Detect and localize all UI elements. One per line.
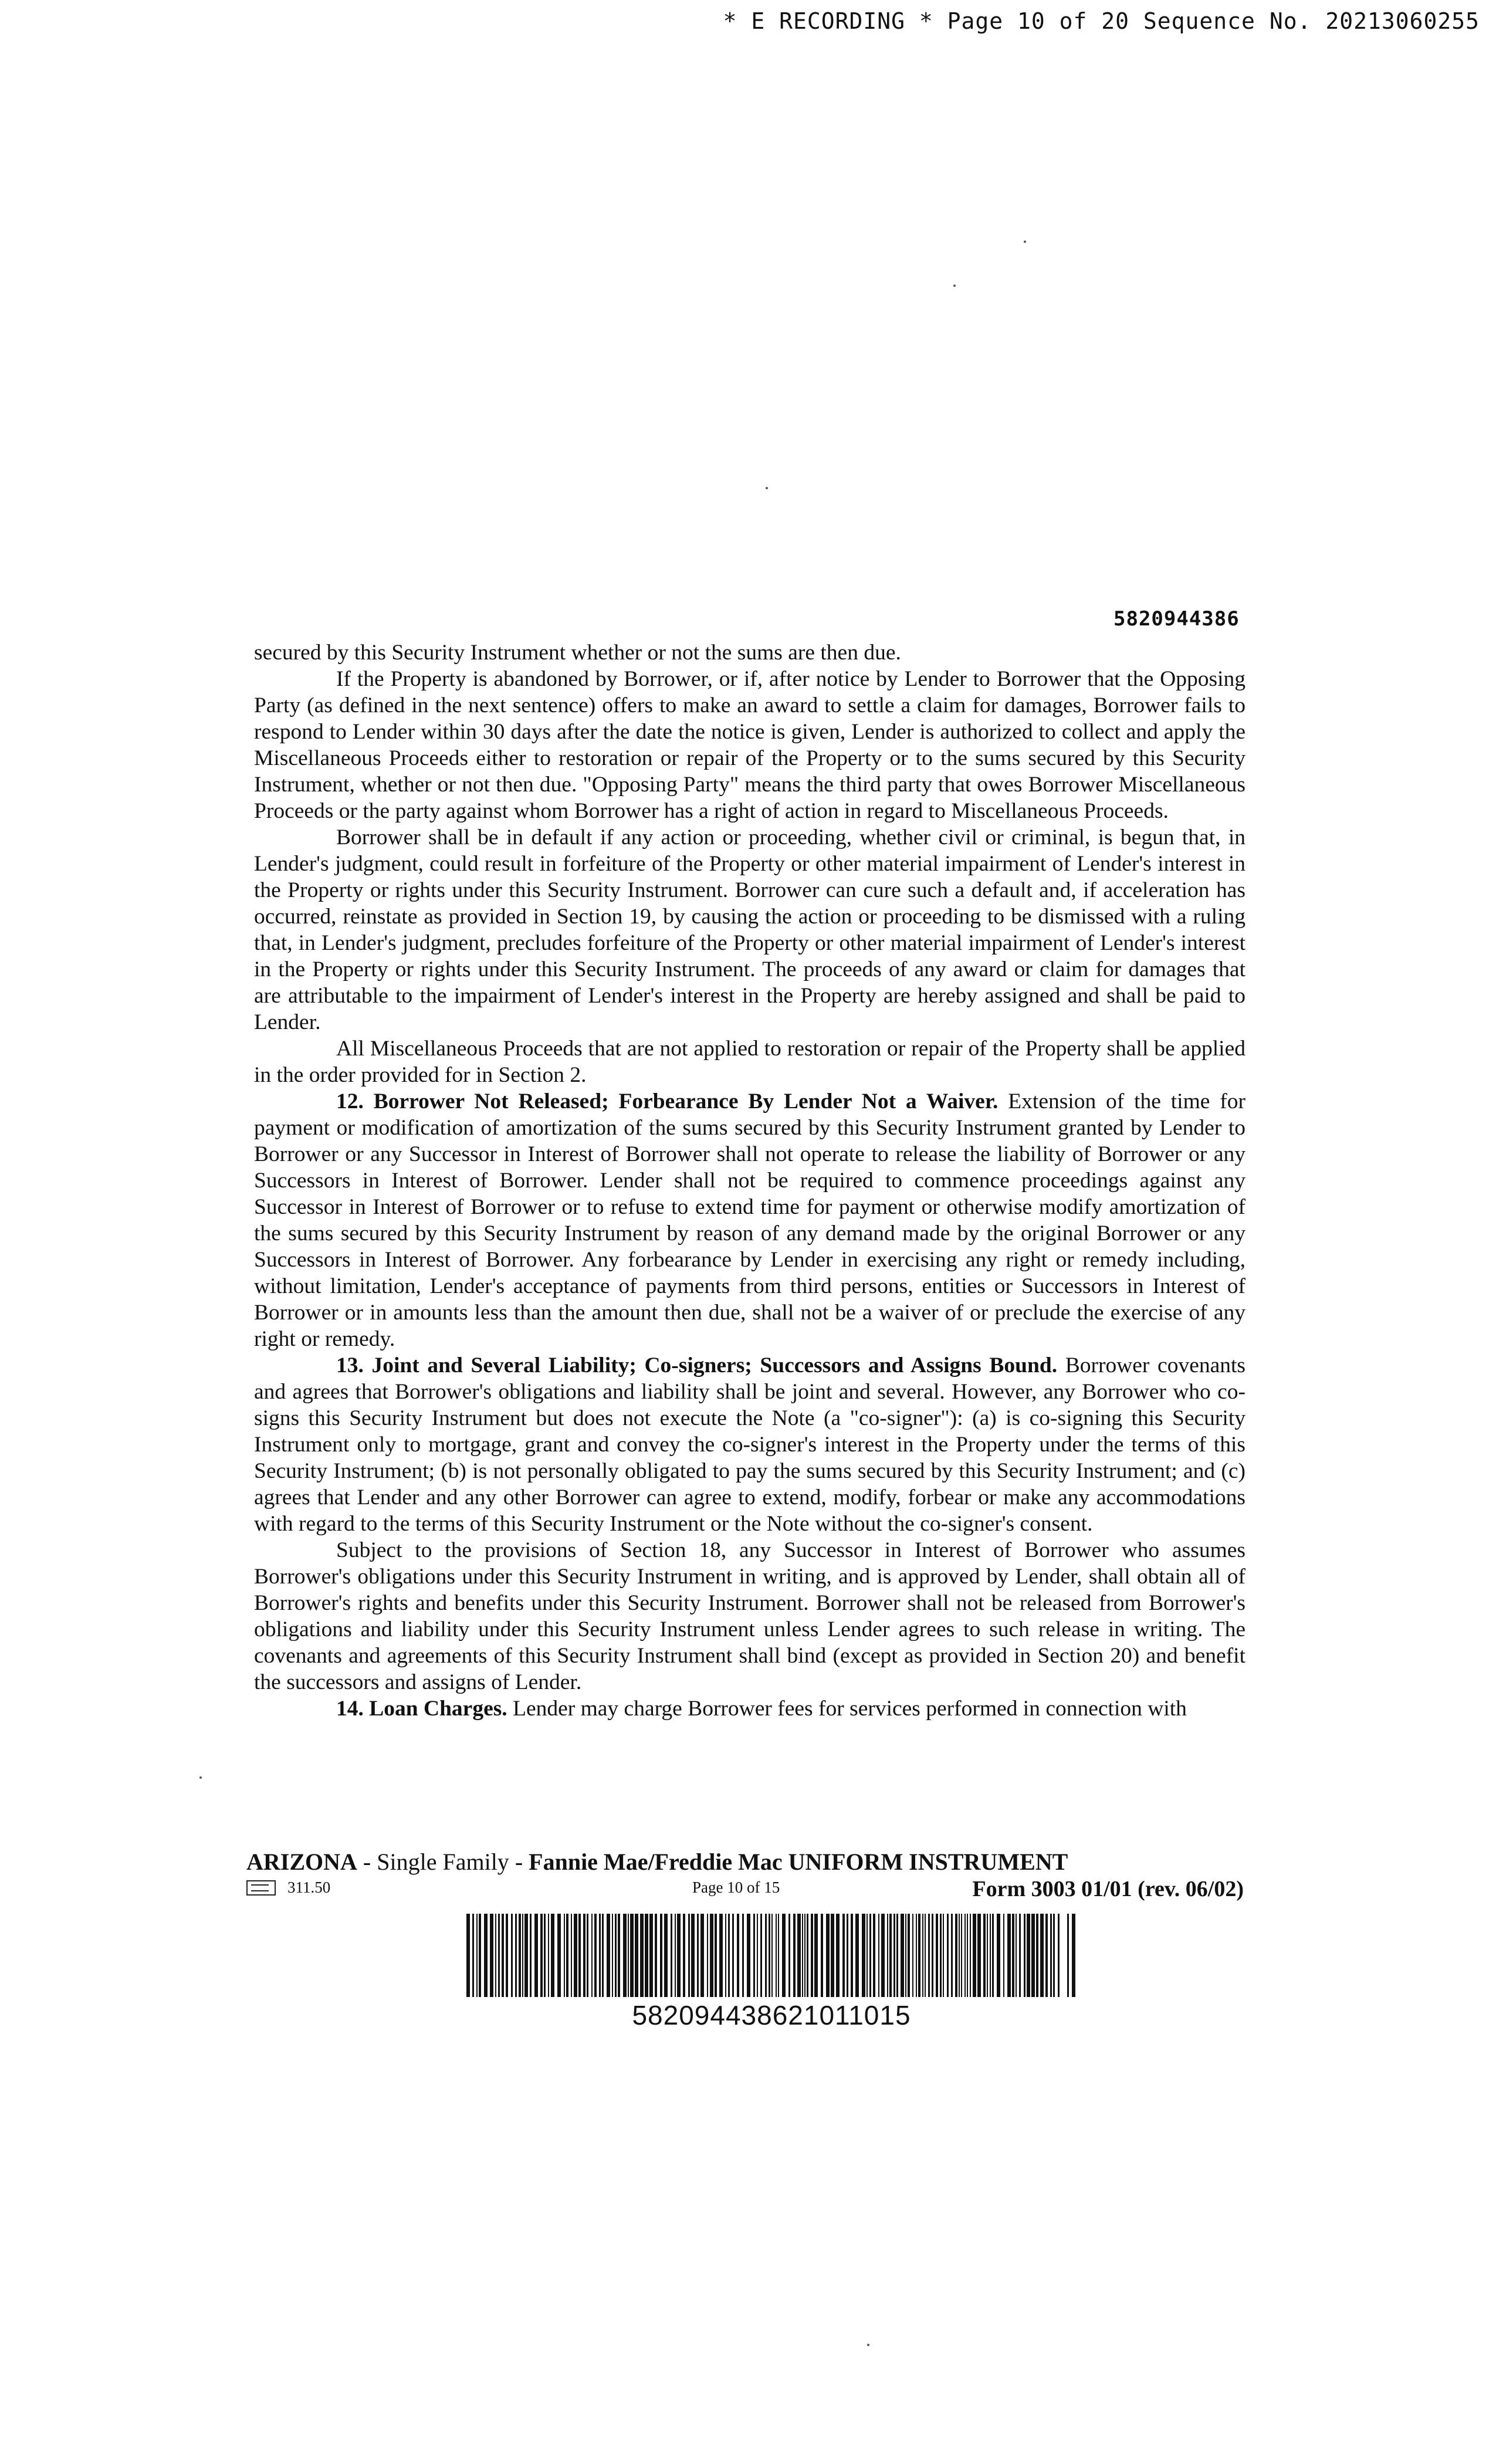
title-separator: - — [509, 1849, 529, 1875]
barcode-bar — [847, 1914, 848, 1997]
barcode-bar — [943, 1914, 944, 1997]
barcode-bar — [778, 1914, 779, 1997]
section-14 — [254, 1695, 1245, 1722]
barcode-bar — [851, 1914, 853, 1997]
barcode-bar — [534, 1914, 538, 1997]
barcode-bar — [804, 1914, 805, 1997]
barcode-bar — [881, 1914, 885, 1997]
barcode-bar — [776, 1914, 777, 1997]
barcode-bar — [760, 1914, 762, 1997]
barcode-bar — [737, 1914, 739, 1997]
barcode-bar — [987, 1914, 988, 1997]
barcode-bar — [788, 1914, 790, 1997]
barcode-bar — [635, 1914, 638, 1997]
barcode — [466, 1914, 1077, 1997]
form-footer — [246, 1876, 1244, 1905]
barcode-bar — [869, 1914, 871, 1997]
barcode-bar — [842, 1914, 845, 1997]
barcode-bar — [887, 1914, 888, 1997]
barcode-bar — [466, 1914, 470, 1997]
scan-speck — [1024, 241, 1026, 243]
barcode-bar — [587, 1914, 588, 1997]
barcode-bar — [936, 1914, 938, 1997]
barcode-bar — [765, 1914, 767, 1997]
barcode-bar — [645, 1914, 648, 1997]
barcode-bar — [893, 1914, 895, 1997]
barcode-bar — [583, 1914, 585, 1997]
barcode-bar — [697, 1914, 699, 1997]
barcode-bar — [997, 1914, 1000, 1997]
barcode-bar — [1003, 1914, 1004, 1997]
paragraph: Borrower shall be in default if any action or proceeding, whether civil or criminal, is begun that, in Lender's judgment, could result in forfeiture of the Property or other material impairment of Lender's interest in the Property or rights under this Security Instrument. Borrower can cure such a default and, if acceleration has occurred, reinstate as provided in Section 19, by causing the action or proceeding to be dismissed with a ruling that, in Lender's judgment, precludes forfeiture of the Property or other material impairment of Lender's interest in the Property or rights under this Security Instrument. The proceeds of any award or claim for damages that are attributable to the impairment of Lender's interest in the Property are hereby assigned and shall be paid to Lender. — [254, 825, 1245, 1034]
barcode-bar — [908, 1914, 910, 1997]
barcode-bar — [1045, 1914, 1048, 1997]
barcode-bar — [710, 1914, 713, 1997]
barcode-bar — [612, 1914, 613, 1997]
barcode-bar — [970, 1914, 971, 1997]
barcode-bar — [1053, 1914, 1055, 1997]
barcode-bar — [1040, 1914, 1044, 1997]
barcode-bar — [967, 1914, 968, 1997]
page-indicator: Page 10 of 15 — [692, 1879, 780, 1896]
barcode-bar — [1058, 1914, 1060, 1997]
barcode-bar — [1019, 1914, 1021, 1997]
barcode-bar — [855, 1914, 859, 1997]
barcode-number: 582094438621011015 — [632, 2000, 911, 2030]
barcode-bar — [719, 1914, 723, 1997]
barcode-bar — [591, 1914, 593, 1997]
barcode-bar — [511, 1914, 513, 1997]
barcode-bar — [688, 1914, 690, 1997]
barcode-bar — [725, 1914, 726, 1997]
barcode-bar — [540, 1914, 543, 1997]
barcode-bar — [700, 1914, 704, 1997]
barcode-bar — [618, 1914, 620, 1997]
barcode-bar — [515, 1914, 517, 1997]
barcode-bar — [940, 1914, 942, 1997]
barcode-bar — [862, 1914, 865, 1997]
barcode-bar — [905, 1914, 906, 1997]
barcode-bar — [1036, 1914, 1038, 1997]
barcode-bar — [564, 1914, 565, 1997]
barcode-bar — [747, 1914, 750, 1997]
barcode-bar — [1016, 1914, 1017, 1997]
barcode-bar — [660, 1914, 662, 1997]
paragraph: If the Property is abandoned by Borrower, or if, after notice by Lender to Borrower that the Opposing Party (as defined in the next sentence) offers to make an award to settle a claim for damages, Borrower fails to respond to Lender within 30 days after the date the notice is given, Lender is authorized to collect and apply the Miscellaneous Proceeds either to restoration or repair of the Property or to the sums secured by this Security Instrument, whether or not then due. "Opposing Party" means the third party that owes Borrower Miscellaneous Proceeds or the party against whom Borrower has a right of action in regard to Miscellaneous Proceeds. — [254, 667, 1245, 823]
section-12 — [254, 1088, 1245, 1352]
section-heading: 13. Joint and Several Liability; Co-signers; Successors and Assigns Bound. — [336, 1353, 1058, 1377]
barcode-bar — [607, 1914, 610, 1997]
barcode-bar — [831, 1914, 834, 1997]
document-body — [254, 639, 1245, 1722]
barcode-bar — [530, 1914, 532, 1997]
loan-number: 5820944386 — [1113, 607, 1240, 631]
barcode-bar — [947, 1914, 949, 1997]
barcode-bar — [640, 1914, 644, 1997]
barcode-bar — [683, 1914, 685, 1997]
barcode-bar — [742, 1914, 744, 1997]
barcode-bar — [715, 1914, 717, 1997]
barcode-bar — [1072, 1914, 1075, 1997]
barcode-bar — [691, 1914, 695, 1997]
form-code — [246, 1879, 330, 1897]
barcode-bar — [628, 1914, 629, 1997]
barcode-bar — [671, 1914, 672, 1997]
section-text: Borrower covenants and agrees that Borrower's obligations and liability shall be joint and several. However, any Borrower who co-signs this Security Instrument but does not execute the Note (a "co-signer"): (a) is co-signing this Security Instrument only to mortgage, grant and convey the co-signer's interest in the Property under the terms of this Security Instrument; (b) is not personally obligated to pay the sums secured by this Security Instrument; and (c) agrees that Lender and any other Borrower can agree to extend, modify, forbear or make any accommodations with regard to the terms of this Security Instrument or the Note without the co-signer's consent. — [254, 1353, 1245, 1536]
barcode-bar — [522, 1914, 523, 1997]
barcode-bar — [1050, 1914, 1052, 1997]
section-13 — [254, 1352, 1245, 1537]
section-text: Extension of the time for payment or modification of amortization of the sums secured by this Security Instrument granted by Lender to Borrower or any Successor in Interest of Borrower shall not operate to release the liability of Borrower or any Successors in Interest of Borrower. Lender shall not be required to commence proceedings against any Successor in Interest of Borrower or to refuse to extend time for payment or otherwise modify amortization of the sums secured by this Security Instrument by reason of any demand made by the original Borrower or any Successors in Interest of Borrower. Any forbearance by Lender in exercising any right or remedy including, without limitation, Lender's acceptance of payments from third persons, entities or Successors in Interest of Borrower or in amounts less than the amount then due, shall not be a waiver of or preclude the exercise of any right or remedy. — [254, 1089, 1245, 1351]
barcode-bar — [983, 1914, 986, 1997]
barcode-bar — [977, 1914, 981, 1997]
barcode-bar — [836, 1914, 840, 1997]
barcode-bar — [594, 1914, 597, 1997]
barcode-bar — [797, 1914, 801, 1997]
section-heading: 14. Loan Charges. — [336, 1697, 507, 1721]
section-heading: 12. Borrower Not Released; Forbearance By Lender Not a Waiver. — [336, 1089, 999, 1113]
barcode-bar — [757, 1914, 758, 1997]
barcode-bar — [973, 1914, 976, 1997]
barcode-bar — [578, 1914, 581, 1997]
barcode-bar — [1007, 1914, 1011, 1997]
barcode-bar — [732, 1914, 734, 1997]
barcode-bar — [811, 1914, 813, 1997]
barcode-bar — [707, 1914, 708, 1997]
section-text: Lender may charge Borrower fees for services performed in connection with — [507, 1697, 1187, 1721]
barcode-bar — [476, 1914, 478, 1997]
barcode-bar — [649, 1914, 653, 1997]
paragraph: All Miscellaneous Proceeds that are not applied to restoration or repair of the Property shall be applied in the order provided for in Section 2. — [254, 1037, 1245, 1087]
barcode-bar — [955, 1914, 957, 1997]
barcode-bar — [677, 1914, 681, 1997]
barcode-bar — [675, 1914, 676, 1997]
barcode-bar — [551, 1914, 554, 1997]
barcode-bar — [566, 1914, 568, 1997]
barcode-bar — [990, 1914, 991, 1997]
barcode-bar — [878, 1914, 879, 1997]
barcode-bar — [769, 1914, 770, 1997]
barcode-bar — [873, 1914, 875, 1997]
form-title — [246, 1848, 1068, 1876]
barcode-bar — [896, 1914, 898, 1997]
barcode-bar — [814, 1914, 818, 1997]
barcode-bar — [574, 1914, 577, 1997]
barcode-bar — [807, 1914, 808, 1997]
barcode-bar — [728, 1914, 730, 1997]
form-number: Form 3003 01/01 (rev. 06/02) — [972, 1877, 1244, 1901]
barcode-bar — [928, 1914, 930, 1997]
barcode-bar — [548, 1914, 549, 1997]
barcode-bar — [506, 1914, 508, 1997]
barcode-bar — [615, 1914, 617, 1997]
barcode-bar — [753, 1914, 755, 1997]
barcode-bar — [571, 1914, 572, 1997]
scan-speck — [766, 487, 768, 489]
barcode-bar — [959, 1914, 960, 1997]
scan-speck — [953, 285, 956, 287]
barcode-bar — [826, 1914, 830, 1997]
barcode-bar — [961, 1914, 962, 1997]
barcode-bar — [1027, 1914, 1030, 1997]
barcode-bar — [524, 1914, 528, 1997]
barcode-bar — [932, 1914, 933, 1997]
barcode-bar — [599, 1914, 601, 1997]
barcode-bar — [802, 1914, 803, 1997]
recording-header: * E RECORDING * Page 10 of 20 Sequence No. 20213060255 — [723, 8, 1480, 34]
barcode-bar — [951, 1914, 953, 1997]
barcode-bar — [495, 1914, 496, 1997]
form-family: Single Family — [377, 1849, 509, 1875]
barcode-bar — [623, 1914, 627, 1997]
barcode-bar — [793, 1914, 796, 1997]
barcode-bar — [782, 1914, 786, 1997]
barcode-bar — [490, 1914, 493, 1997]
form-state: ARIZONA — [246, 1849, 357, 1875]
barcode-bar — [655, 1914, 657, 1997]
barcode-bar — [1012, 1914, 1014, 1997]
barcode-bar — [602, 1914, 604, 1997]
paragraph: secured by this Security Instrument whether or not the sums are then due. — [254, 641, 901, 665]
barcode-bar — [519, 1914, 521, 1997]
barcode-bar — [912, 1914, 913, 1997]
barcode-bar — [630, 1914, 634, 1997]
barcode-bar — [544, 1914, 546, 1997]
barcode-bar — [1031, 1914, 1035, 1997]
barcode-bar — [1024, 1914, 1025, 1997]
barcode-bar — [901, 1914, 904, 1997]
barcode-bar — [916, 1914, 917, 1997]
barcode-bar — [964, 1914, 966, 1997]
barcode-bar — [479, 1914, 481, 1997]
barcode-bar — [889, 1914, 892, 1997]
form-vendor-icon — [246, 1880, 276, 1896]
form-instrument: Fannie Mae/Freddie Mac UNIFORM INSTRUMENT — [529, 1849, 1068, 1875]
barcode-bar — [922, 1914, 923, 1997]
barcode-bar — [664, 1914, 668, 1997]
barcode-bar — [557, 1914, 561, 1997]
barcode-bar — [502, 1914, 504, 1997]
scan-speck — [867, 2344, 869, 2346]
barcode-bar — [821, 1914, 823, 1997]
barcode-bar — [925, 1914, 926, 1997]
barcode-bar — [771, 1914, 773, 1997]
barcode-bar — [992, 1914, 994, 1997]
paragraph: Subject to the provisions of Section 18, any Successor in Interest of Borrower who assumes Borrower's obligations under this Security Instrument in writing, and is approved by Lender, shall obtain all of Borrower's rights and benefits under this Security Instrument. Borrower shall not be released from Borrower's obligations and liability under this Security Instrument unless Lender agrees to such release in writing. The covenants and agreements of this Security Instrument shall bind (except as provided in Section 20) and benefit the successors and assigns of Lender. — [254, 1538, 1245, 1694]
barcode-bar — [498, 1914, 500, 1997]
title-separator: - — [357, 1849, 377, 1875]
barcode-bar — [484, 1914, 488, 1997]
barcode-bar — [472, 1914, 474, 1997]
barcode-bar — [1067, 1914, 1069, 1997]
barcode-bar — [867, 1914, 868, 1997]
scan-speck — [199, 1776, 202, 1779]
barcode-bar — [918, 1914, 920, 1997]
form-code-label: 311.50 — [287, 1879, 331, 1896]
